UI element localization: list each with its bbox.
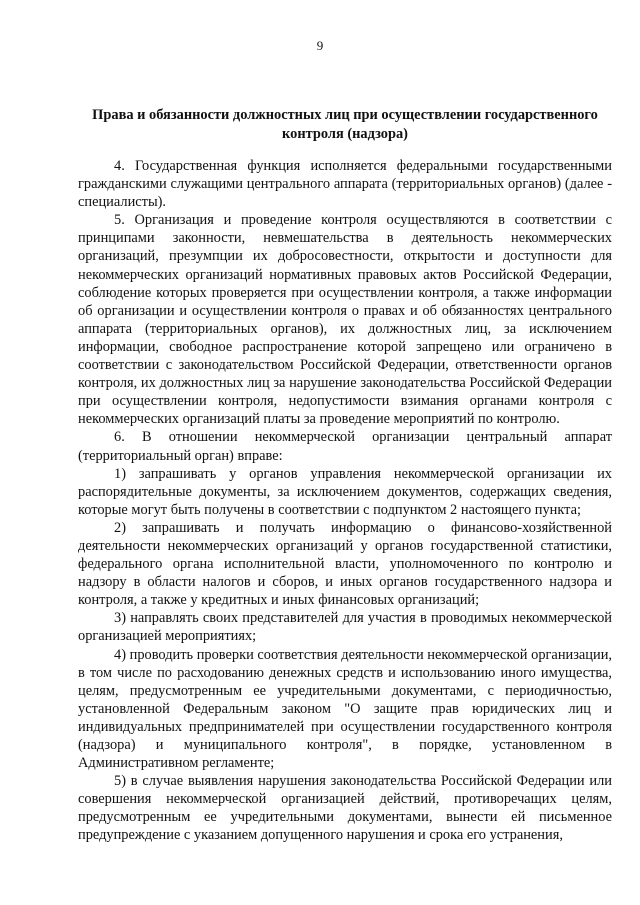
paragraph-4: 4. Государственная функция исполняется федеральными государственными гражданскими служащими центрального аппарата (территориальных органов) (далее - специалисты). [78, 158, 612, 211]
paragraph-6: 6. В отношении некоммерческой организации центральный аппарат (территориальный орган) вправе: [78, 429, 612, 464]
list-item-3: 3) направлять своих представителей для участия в проводимых некоммерческой организацией мероприятиях; [78, 610, 612, 645]
page-number: 9 [316, 38, 324, 53]
paragraph-5: 5. Организация и проведение контроля осуществляются в соответствии с принципами законности, невмешательства в деятельность некоммерческих организаций, презумпции их добросовестности, открытости и доступности для некоммерческих организаций нормативных правовых актов Российской Федерации, соблюдение которых проверяется при осуществлении контроля, а также информации об организации и осуществлении контроля о правах и об обязанностях центрального аппарата (территориальных органов), их должностных лиц, за исключением информации, свободное распространение которой запрещено или ограничено в соответствии с законодательством Российской Федерации, ответственности органов контроля, их должностных лиц за нарушение законодательства Российской Федерации при осуществлении контроля, недопустимости взимания органами контроля с некоммерческих организаций платы за проведение мероприятий по контролю. [78, 212, 612, 428]
list-item-1: 1) запрашивать у органов управления некоммерческой организации их распорядительные документы, за исключением документов, содержащих сведения, которые могут быть получены в соответствии с подпунктом 2 настоящего пункта; [78, 465, 612, 518]
list-item-5: 5) в случае выявления нарушения законодательства Российской Федерации или совершения некоммерческой организацией действий, противоречащих целям, предусмотренным ее учредительными документами, вынести ей письменное предупреждение с указанием допущенного нарушения и срока его устранения, [78, 773, 612, 844]
section-title: Права и обязанности должностных лиц при осуществлении государственного контроля (надзора) [92, 107, 598, 142]
document-body [78, 157, 612, 845]
list-item-4: 4) проводить проверки соответствия деятельности некоммерческой организации, в том числе по расходованию денежных средств и использованию иного имущества, целям, предусмотренным ее учредительными документами, с периодичностью, установленной Федеральным законом "О защите прав юридических лиц и индивидуальных предпринимателей при осуществлении государственного контроля (надзора) и муниципального контроля", в порядке, установленном в Административном регламенте; [78, 646, 612, 772]
list-item-2: 2) запрашивать и получать информацию о финансово-хозяйственной деятельности некоммерческих организаций у органов государственной статистики, федерального органа исполнительной власти, уполномоченного по контролю и надзору в области налогов и сборов, и иных органов государственного надзора и контроля, а также у кредитных и иных финансовых организаций; [78, 519, 612, 609]
